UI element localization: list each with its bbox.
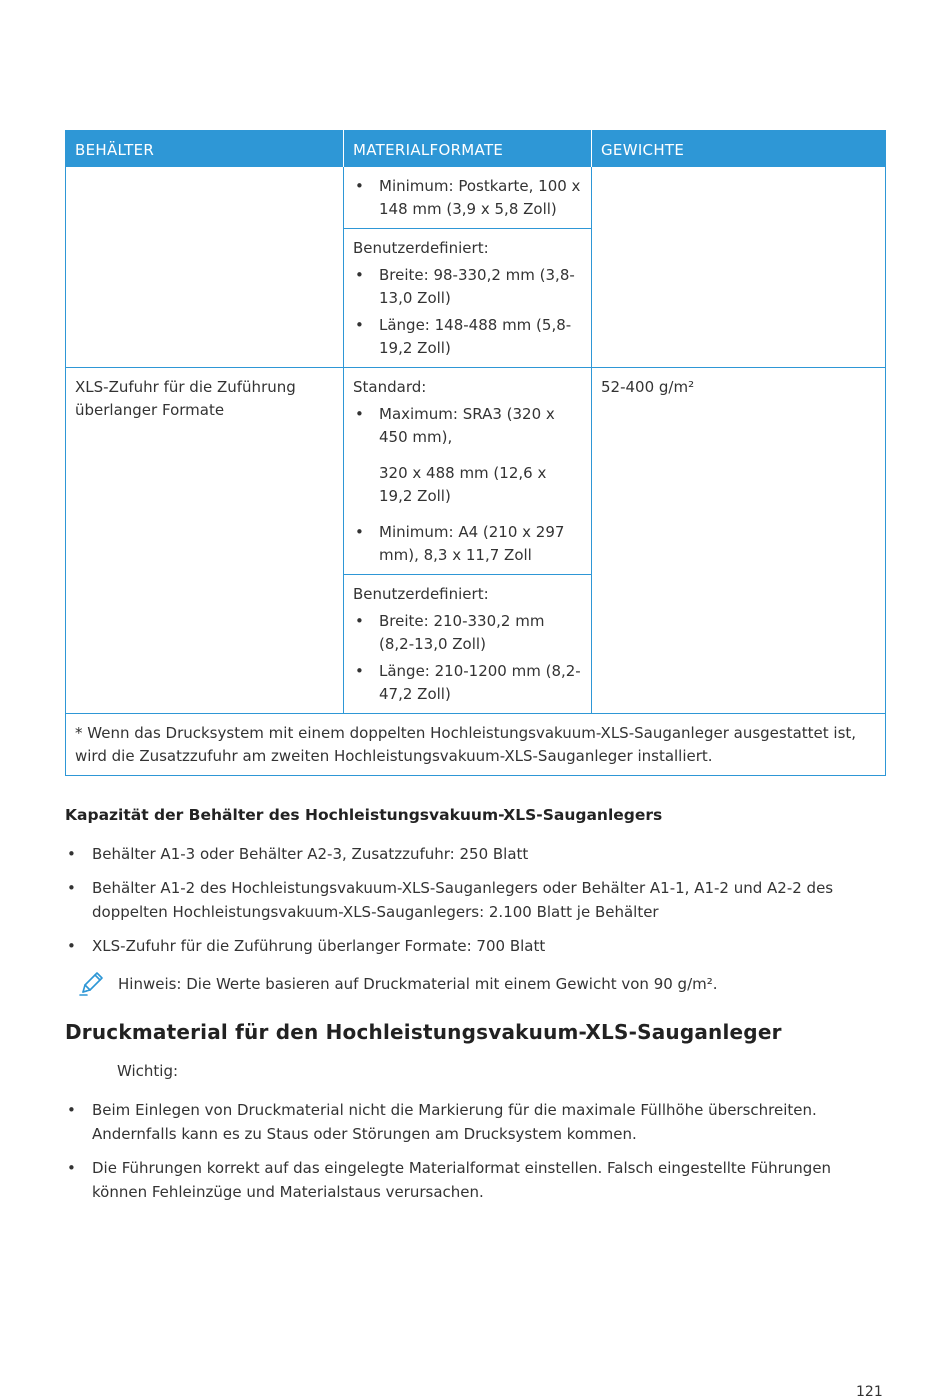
note-text: Hinweis: Die Werte basieren auf Druckmaterial mit einem Gewicht von 90 g/m². xyxy=(118,975,718,993)
list-item: • XLS-Zufuhr für die Zuführung überlanger Formate: 700 Blatt xyxy=(65,934,885,958)
table-row xyxy=(66,368,886,575)
list-item: • Breite: 210-330,2 mm (8,2-13,0 Zoll) xyxy=(353,610,582,656)
list-item: • Länge: 210-1200 mm (8,2-47,2 Zoll) xyxy=(353,660,582,706)
format-table xyxy=(65,130,886,776)
pencil-icon xyxy=(77,970,105,998)
row2-container: XLS-Zufuhr für die Zuführung überlanger Formate xyxy=(66,368,344,714)
table-footnote-row xyxy=(66,714,886,776)
header-weights: GEWICHTE xyxy=(592,130,886,167)
page-number: 121 xyxy=(856,1384,883,1400)
custom-label: Benutzerdefiniert: xyxy=(353,239,489,257)
table-row xyxy=(66,167,886,229)
row1-container xyxy=(66,167,344,368)
custom-label: Benutzerdefiniert: xyxy=(353,585,489,603)
row1-formats-custom xyxy=(344,229,592,368)
header-formats: MATERIALFORMATE xyxy=(344,130,592,167)
section-title: Druckmaterial für den Hochleistungsvakuum-XLS-Sauganleger xyxy=(65,1020,782,1044)
note xyxy=(65,972,885,998)
capacity-heading: Kapazität der Behälter des Hochleistungsvakuum-XLS-Sauganlegers xyxy=(65,806,663,824)
list-item: • Minimum: Postkarte, 100 x 148 mm (3,9 x 5,8 Zoll) xyxy=(353,175,582,221)
list-item: • Breite: 98-330,2 mm (3,8-13,0 Zoll) xyxy=(353,264,582,310)
list-item: • Behälter A1-3 oder Behälter A2-3, Zusatzzufuhr: 250 Blatt xyxy=(65,842,885,866)
list-item: • Länge: 148-488 mm (5,8-19,2 Zoll) xyxy=(353,314,582,360)
row1-weight xyxy=(592,167,886,368)
table-header-row xyxy=(66,130,886,167)
list-item: • Minimum: A4 (210 x 297 mm), 8,3 x 11,7 Zoll xyxy=(353,521,582,567)
important-list xyxy=(65,1098,885,1204)
list-item: • Beim Einlegen von Druckmaterial nicht die Markierung für die maximale Füllhöhe überschreiten. Andernfalls kann es zu Staus oder Störungen am Drucksystem kommen. xyxy=(65,1098,885,1146)
max-item-continuation: 320 x 488 mm (12,6 x 19,2 Zoll) xyxy=(379,464,547,505)
row2-formats-custom xyxy=(344,575,592,714)
document-page xyxy=(65,130,885,1214)
row2-formats-standard xyxy=(344,368,592,575)
list-item: • Maximum: SRA3 (320 x 450 mm), xyxy=(353,403,582,449)
row1-formats-standard xyxy=(344,167,592,229)
important-label: Wichtig: xyxy=(117,1062,179,1080)
header-container: BEHÄLTER xyxy=(66,130,344,167)
capacity-list xyxy=(65,842,885,958)
standard-label: Standard: xyxy=(353,378,427,396)
table-footnote: * Wenn das Drucksystem mit einem doppelten Hochleistungsvakuum-XLS-Sauganleger ausgestattet ist, wird die Zusatzzufuhr am zweiten Hochleistungsvakuum-XLS-Sauganleger installiert. xyxy=(66,714,886,776)
list-item: • Die Führungen korrekt auf das eingelegte Materialformat einstellen. Falsch eingestellte Führungen können Fehleinzüge und Materialstaus verursachen. xyxy=(65,1156,885,1204)
list-item: • Behälter A1-2 des Hochleistungsvakuum-XLS-Sauganlegers oder Behälter A1-1, A1-2 und A2-2 des doppelten Hochleistungsvakuum-XLS-Sauganlegers: 2.100 Blatt je Behälter xyxy=(65,876,885,924)
row2-weight: 52-400 g/m² xyxy=(592,368,886,714)
